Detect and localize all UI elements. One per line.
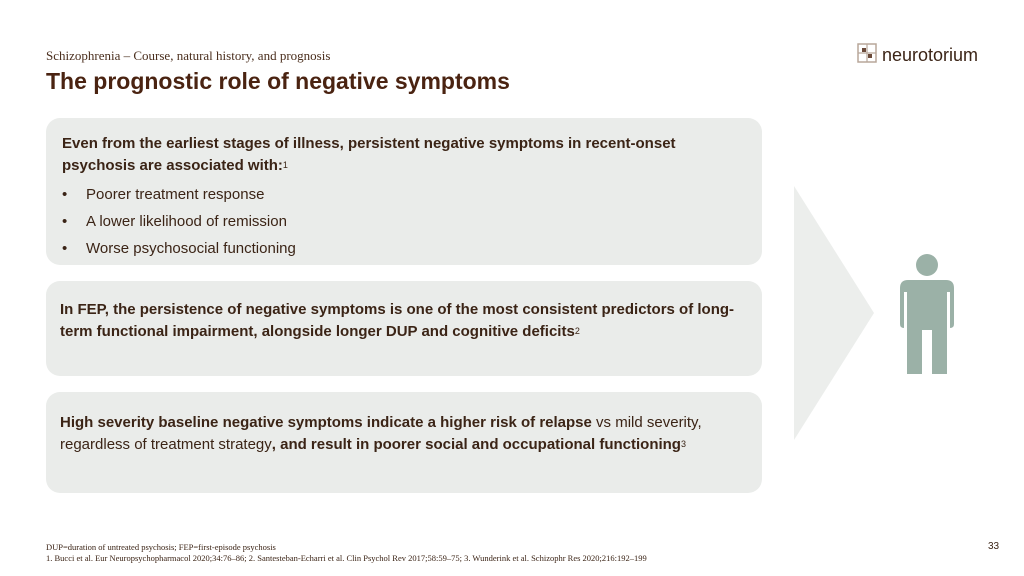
logo-text: neurotorium — [882, 45, 979, 65]
page-number: 33 — [988, 541, 1000, 552]
info-box-fep — [46, 281, 762, 376]
box3-part3: , and result in poorer social and occupational functioning — [271, 436, 681, 453]
box3-ref: 3 — [680, 439, 686, 449]
box1-ref: 1 — [282, 160, 288, 170]
box2-text-body: In FEP, the persistence of negative symptoms is one of the most consistent predictors of long-term functional impairment, alongside longer DUP and cognitive deficits — [60, 301, 735, 340]
box3-part1: High severity baseline negative symptoms indicate a higher risk of relapse — [60, 414, 592, 431]
box1-lead-text: Even from the earliest stages of illness, persistent negative symptoms in recent-onset psychosis are associated with: — [62, 135, 676, 174]
abbreviations: DUP=duration of untreated psychosis; FEP=first-episode psychosis — [46, 542, 276, 552]
info-box-baseline-severity — [46, 392, 762, 493]
box2-ref: 2 — [574, 326, 580, 336]
chevron-arrow-icon — [794, 186, 876, 445]
page-title: The prognostic role of negative symptoms — [46, 68, 510, 94]
box2-text — [60, 299, 748, 343]
bullet-item: • A lower likelihood of remission — [62, 208, 746, 235]
neurotorium-logo-icon — [856, 42, 878, 69]
box1-lead — [62, 133, 746, 177]
bullet-item: • Poorer treatment response — [62, 181, 746, 208]
info-box-earliest-stages — [46, 118, 762, 265]
footnotes — [46, 542, 647, 564]
subtitle: Schizophrenia – Course, natural history, and prognosis — [46, 48, 331, 63]
box3-part2: vs mild severity, regardless of treatment strategy — [60, 414, 702, 453]
box3-text — [60, 412, 748, 456]
box1-bullet-list — [62, 181, 746, 262]
logo — [856, 42, 978, 69]
bullet-item: • Worse psychosocial functioning — [62, 235, 746, 262]
person-icon — [896, 252, 958, 381]
references: 1. Bucci et al. Eur Neuropsychopharmacol 2020;34:76–86; 2. Santesteban-Echarri et al. Clin Psychol Rev 2017;58:59–75; 3. Wunderink et al. Schizophr Res 2020;216:192–199 — [46, 553, 647, 563]
